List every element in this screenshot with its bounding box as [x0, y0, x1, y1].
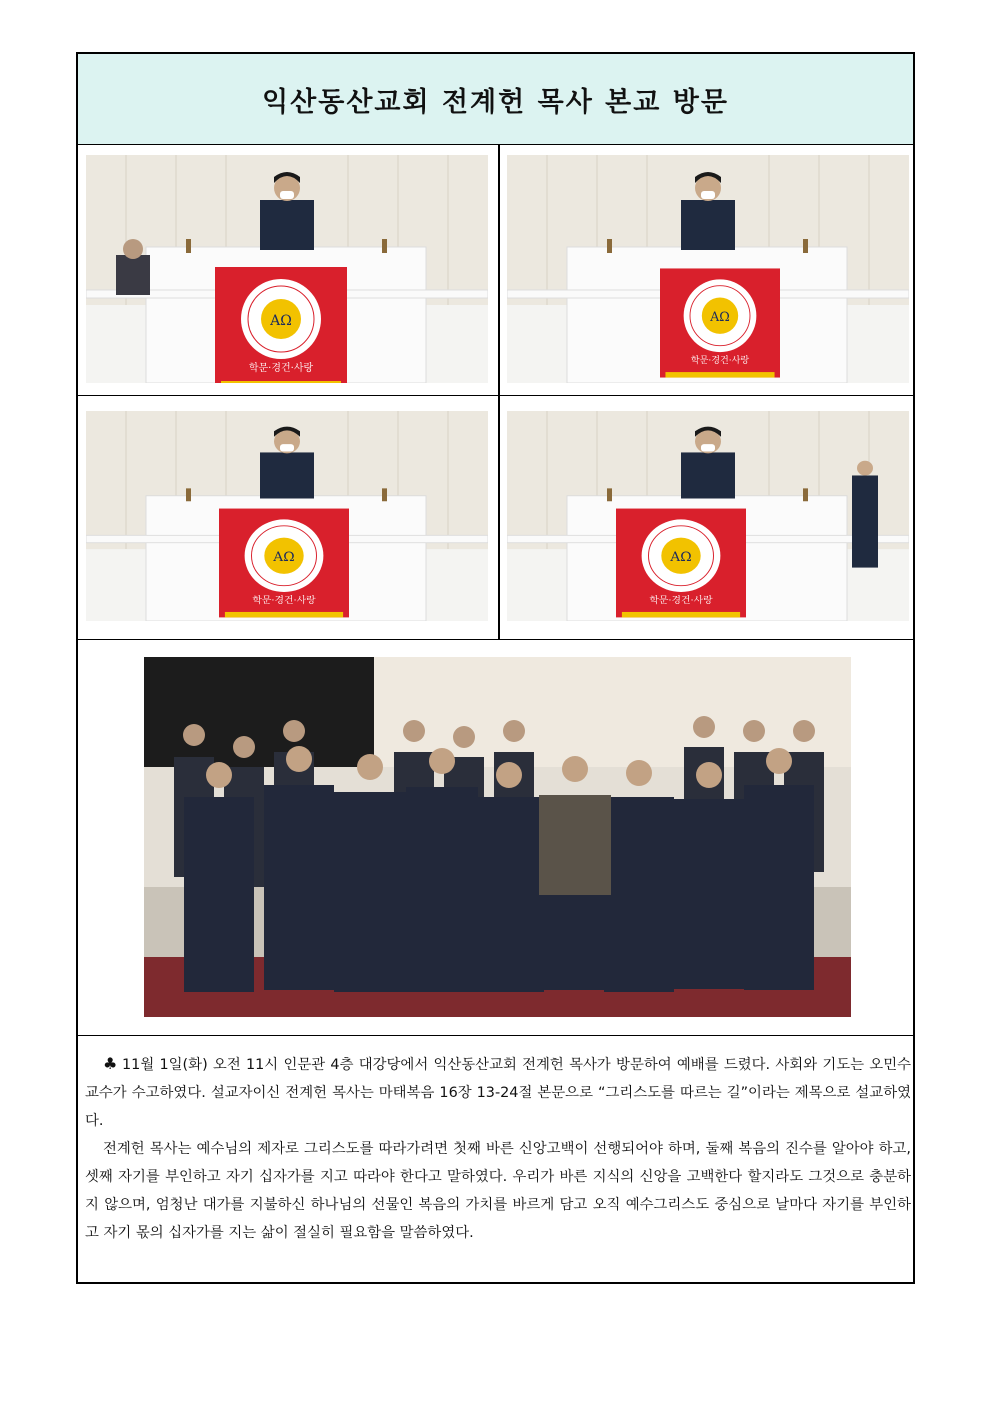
paragraph-1-text: 11월 1일(화) 오전 11시 인문관 4층 대강당에서 익산동산교회 전계헌 목사가 방문하여 예배를 드렸다. 사회와 기도는 오민수 교수가 수고하였다. 설교자이신 전계헌 목사는 마태복음 16장 13-24절 본문으로 “그리스도를 따르는 길”이라는 제목으로 설교하였다. [85, 1057, 912, 1129]
title-bar [78, 54, 913, 145]
column-divider [498, 396, 500, 639]
article-paragraph-1 [85, 1050, 911, 1135]
photo-sermon-2 [507, 155, 909, 383]
photo-sermon-3 [86, 411, 488, 621]
article-text [85, 1050, 911, 1247]
document-frame [76, 52, 915, 1284]
photo-row-2 [78, 396, 913, 640]
article-paragraph-2: 전계헌 목사는 예수님의 제자로 그리스도를 따라가려면 첫째 바른 신앙고백이 선행되어야 하며, 둘째 복음의 진수를 알아야 하고, 셋째 자기를 부인하고 자기 십자가를 지고 따라야 한다고 말하였다. 우리가 바른 지식의 신앙을 고백한다 할지라도 그것으로 충분하지 않으며, 엄청난 대가를 지불하신 하나님의 선물인 복음의 가치를 바르게 담고 오직 예수그리스도 중심으로 날마다 자기를 부인하고 자기 몫의 십자가를 지는 삶이 절실히 필요함을 말씀하였다. [85, 1141, 911, 1241]
photo-row-1 [78, 145, 913, 396]
group-photo-row [78, 640, 913, 1036]
group-photo [144, 657, 851, 1017]
club-icon: ♣ [103, 1054, 119, 1073]
column-divider [498, 145, 500, 395]
photo-sermon-4 [507, 411, 909, 621]
photo-sermon-1 [86, 155, 488, 383]
page-title: 익산동산교회 전계헌 목사 본교 방문 [262, 86, 729, 118]
